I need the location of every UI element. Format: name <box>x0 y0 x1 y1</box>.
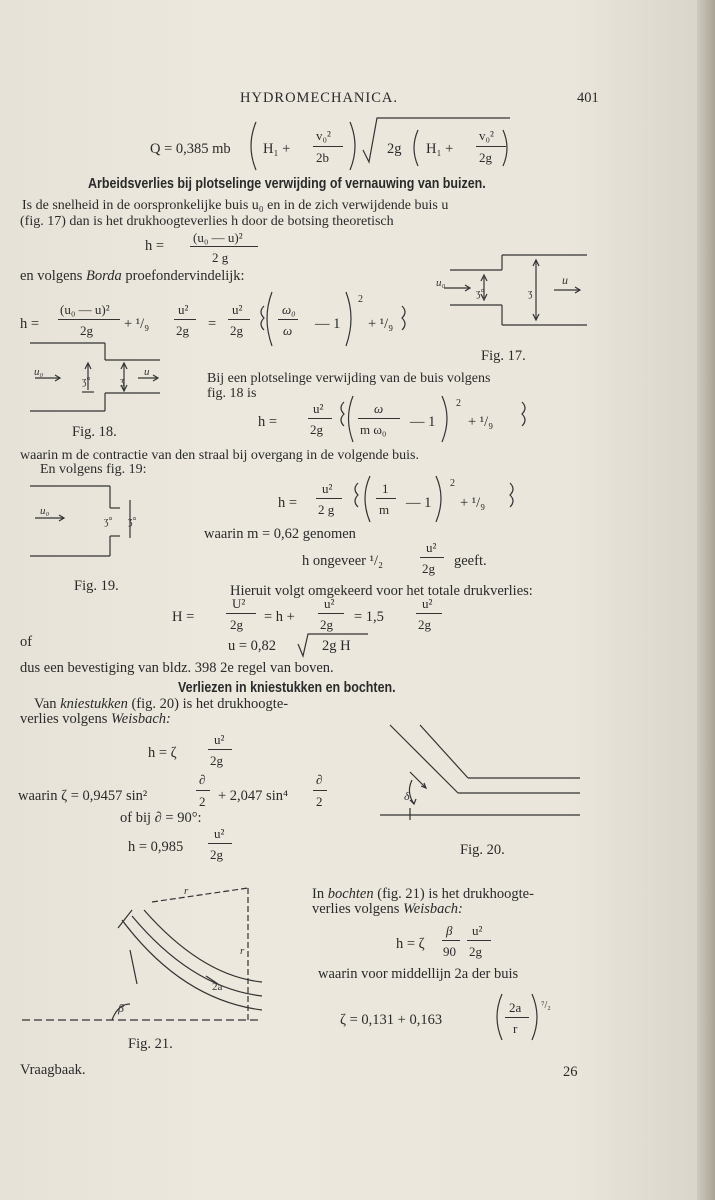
paragraph-line: waarin m de contractie van den straal bij overgang in de volgende buis. <box>20 448 419 463</box>
m-value-line: waarin m = 0,62 genomen <box>204 526 356 542</box>
hieruit-line: Hieruit volgt omgekeerd voor het totale drukverlies: <box>230 583 533 599</box>
fig17-label-u: u <box>562 273 568 287</box>
paragraph-line: fig. 18 is <box>207 386 257 401</box>
fig18-label-u: u <box>144 366 150 378</box>
verlies-line: verlies volgens Weisbach: <box>20 711 171 727</box>
fig18-caption: Fig. 18. <box>72 424 117 440</box>
footer-right: 26 <box>563 1064 578 1080</box>
borda-line: en volgens Borda proefondervindelijk: <box>20 268 245 284</box>
section-heading-2: Verliezen in kniestukken en bochten. <box>178 680 396 696</box>
fig18-label-u0: u₀ <box>34 366 44 378</box>
kniestukken-line: Van kniestukken (fig. 20) is het drukhoogte- <box>34 696 289 712</box>
footer-left: Vraagbaak. <box>20 1062 86 1078</box>
of-word: of <box>20 634 33 650</box>
diameter-line: waarin voor middellijn 2a der buis <box>318 966 519 982</box>
fig21-label-r1: r <box>184 885 189 897</box>
fig18-label-z1: ʒ° <box>82 376 91 387</box>
running-title: HYDROMECHANICA. <box>240 90 398 106</box>
page-number: 401 <box>577 90 599 106</box>
section-heading-1: Arbeidsverlies bij plotselinge verwijding of vernauwing van buizen. <box>88 176 486 192</box>
book-page: HYDROMECHANICA. 401 Q = 0,385 mb H₁ + v₀² 2b 2g H₁ + v₀² 2g Arbeidsverlies bij plotselinge verwijding of vernauwing van buizen. Is de snelheid in de oorspronkelijke buis u₀ en in de zich verwijdende buis u (fig. 17) dan is het drukhoogteverlies h door de botsing theoretisch h = (u₀ — u)² 2 g en volgens Borda proefondervindelijk: h = (u₀ — u)² 2g + ¹/₉ u² 2g = u² 2g ω₀ ω — 1 2 + ¹/₉ u₀ ʒ° ʒ u Fig. 17. u₀ ʒ° ʒ u Fig. 18. Bij een plotselinge verwijding van de buis volgens fig. 18 is h = u² 2g ω m ω₀ — 1 2 + ¹/₉ waarin m de contractie van den straal bij overgang in de volgende buis. En volgens fig. 19: u₀ ʒ° ʒ° Fig. 19. h = u² 2 g 1 m — 1 2 + ¹/₉ waarin m = 0,62 genomen h ongeveer ¹/₂ u² 2g geeft. Hieruit volgt omgekeerd voor het totale drukverlies: H = U² 2g = h + u² 2g = 1,5 u² 2g of u = 0,82 2g H dus een bevestiging van bldz. 398 2e regel van boven. Verliezen in kniestukken en bochten. Van kniestukken (fig. 20) is het drukhoogte- verlies volgens Weisbach: h = ζ u² 2g waarin ζ = 0,9457 sin² ∂ 2 + 2,047 sin⁴ ∂ 2 of bij ∂ = 90°: h = 0,985 u² 2g δ Fig. 20. r r 2a β Fig. 21. In bochten (fig. 21) is het drukhoogte- verlies volgens Weisbach: h = ζ β 90 u² 2g waarin voor middellijn 2a der buis ζ = 0,131 + 0,163 2a r ⁷/₂ Vraagbaak. 26 <box>0 0 715 1200</box>
fig17-label-z1: ʒ° <box>476 288 485 299</box>
paragraph-line: (fig. 17) dan is het drukhoogteverlies h door de botsing theoretisch <box>20 214 394 229</box>
bevestiging-line: dus een bevestiging van bldz. 398 2e regel van boven. <box>20 660 334 676</box>
fig20-label-delta: δ <box>404 789 410 803</box>
fig19-caption: Fig. 19. <box>74 578 119 594</box>
fig19-label-z2: ʒ° <box>128 516 137 527</box>
fig20-caption: Fig. 20. <box>460 842 505 858</box>
fig21-label-r2: r <box>240 945 245 957</box>
paragraph-line: En volgens fig. 19: <box>40 462 147 477</box>
fig19-label-u0: u₀ <box>40 505 50 517</box>
fig21-label-2a: 2a <box>212 981 223 993</box>
fig18-label-z2: ʒ <box>120 376 125 387</box>
fig19-label-z1: ʒ° <box>104 516 113 527</box>
of-bij-line: of bij ∂ = 90°: <box>120 810 202 826</box>
fig17-caption: Fig. 17. <box>481 348 526 364</box>
fig17-label-z2: ʒ <box>528 288 533 299</box>
bocht-verlies-line: verlies volgens Weisbach: <box>312 901 463 917</box>
fig17-label-u0: u₀ <box>436 277 446 289</box>
fig21-caption: Fig. 21. <box>128 1036 173 1052</box>
bochten-line: In bochten (fig. 21) is het drukhoogte- <box>312 886 534 902</box>
paragraph-line: Bij een plotselinge verwijding van de buis volgens <box>207 371 491 386</box>
fig21-label-beta: β <box>118 1001 124 1015</box>
paragraph-line: Is de snelheid in de oorspronkelijke buis u₀ en in de zich verwijdende buis u <box>22 198 449 213</box>
